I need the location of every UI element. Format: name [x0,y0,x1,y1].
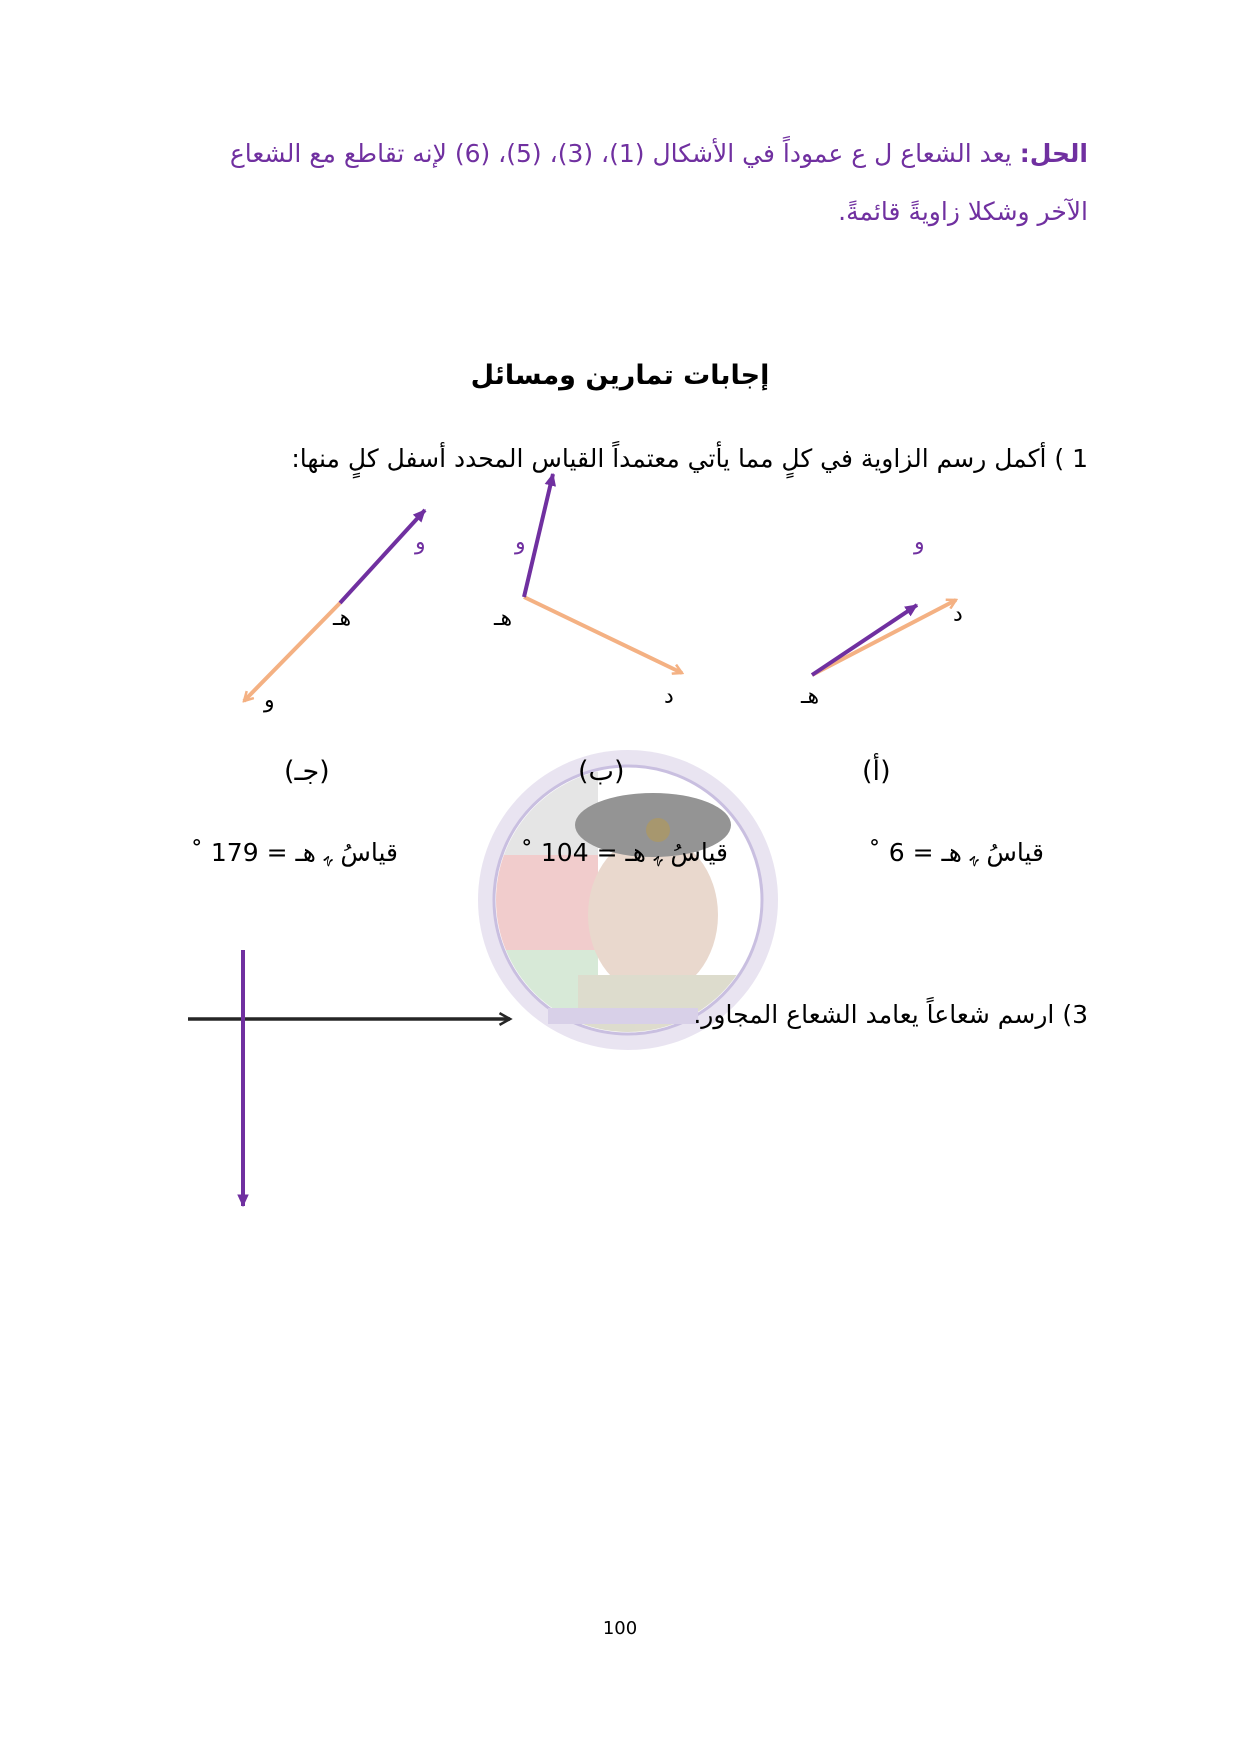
figure-c-given-ray [244,603,340,701]
figure-b-caption: (ب) [578,756,625,787]
figure-b-label-w: و [515,530,526,555]
figure-c-measure: قياسُ ﮩ هـ = 179 ˚ [190,838,398,867]
figure-c-drawn-ray [340,510,425,603]
question-3-figure [188,950,510,1206]
figure-a-label-d: د [953,602,963,627]
solution-line-1: يعد الشعاع ل ع عموداً في الأشكال (1)، (3)، (5)، (6) لإنه تقاطع مع الشعاع [229,139,1012,168]
figure-b-measure: قياسُ ﮩ هـ = 104 ˚ [520,838,728,867]
figure-a-drawn-ray [812,605,917,675]
figure-a-label-w: و [914,530,925,555]
figure-b [524,474,682,673]
figure-c-label-h: هـ [333,606,352,631]
figure-a-label-h: هـ [801,684,820,709]
question-3: 3) ارسم شعاعاً يعامد الشعاع المجاور. [693,1000,1088,1029]
figure-b-label-d: د [664,684,674,709]
section-heading: إجابات تمارين ومسائل [470,360,770,391]
figure-a [812,600,956,675]
solution-line-2: الآخر وشكلا زاويةً قائمةً. [838,197,1088,226]
figure-c-caption: (جـ) [284,756,330,787]
figure-a-given-ray [812,600,956,675]
figure-b-drawn-ray [524,474,553,597]
solution-label: الحل: [1019,139,1088,168]
figure-b-label-h: هـ [494,606,513,631]
figure-c-label-w-bottom: و [264,688,275,713]
question-1: 1 ) أكمل رسم الزاوية في كلٍ مما يأتي معتمداً القياس المحدد أسفل كلٍ منها: [291,444,1088,473]
figure-a-caption: (أ) [862,756,891,787]
page-number: 100 [602,1618,638,1639]
figure-c-label-w-top: و [415,530,426,555]
figure-b-given-ray [524,597,682,673]
figure-a-measure: قياسُ ﮩ هـ = 6 ˚ [868,838,1044,867]
